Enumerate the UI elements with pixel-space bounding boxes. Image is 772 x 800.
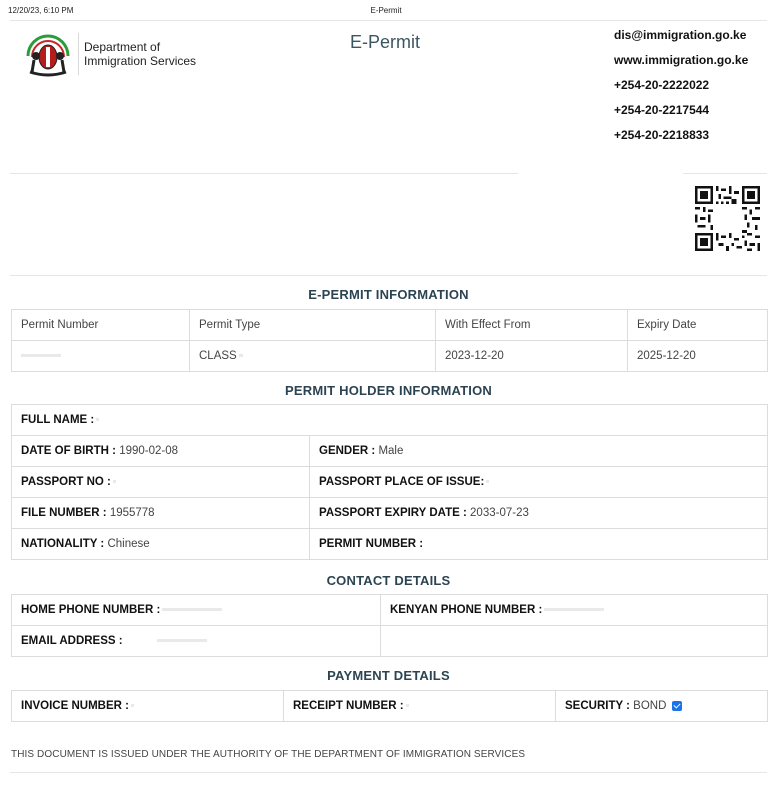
header-effect-from: With Effect From (436, 310, 628, 341)
file-number-cell (12, 498, 310, 529)
passport-expiry-value: 2033-07-23 (470, 507, 529, 519)
holder-section-title: PERMIT HOLDER INFORMATION (285, 383, 492, 398)
divider (683, 173, 767, 174)
receipt-label: RECEIPT NUMBER : (293, 700, 404, 712)
nationality-value: Chinese (107, 538, 150, 550)
permit-type-text: CLASS (199, 350, 237, 362)
authority-statement: THIS DOCUMENT IS ISSUED UNDER THE AUTHORITY OF THE DEPARTMENT OF IMMIGRATION SERVICES (11, 749, 526, 760)
table-row (12, 626, 768, 657)
email-label: EMAIL ADDRESS : (21, 635, 123, 647)
contact-email[interactable]: dis@immigration.go.ke (614, 28, 747, 42)
table-row (12, 529, 768, 560)
contact-section-title: CONTACT DETAILS (326, 573, 451, 588)
security-checkbox[interactable] (672, 701, 682, 711)
divider (10, 772, 767, 773)
file-number-value: 1955778 (109, 507, 155, 519)
permit-type-value (190, 341, 436, 372)
permit-number-cell (310, 529, 768, 560)
home-phone-label: HOME PHONE NUMBER : (21, 604, 161, 616)
holder-table (11, 404, 768, 560)
receipt-cell (284, 691, 556, 722)
kenyan-phone-cell (381, 595, 768, 626)
table-row (12, 341, 768, 372)
kenyan-phone-label: KENYAN PHONE NUMBER : (390, 604, 543, 616)
file-number-label: FILE NUMBER : (21, 507, 107, 519)
passport-label: PASSPORT NO : (21, 476, 111, 488)
divider (10, 20, 767, 21)
home-phone-cell (12, 595, 381, 626)
table-row (12, 310, 768, 341)
security-label: SECURITY : (565, 700, 630, 712)
passport-place-label: PASSPORT PLACE OF ISSUE: (319, 476, 485, 488)
passport-cell (12, 467, 310, 498)
passport-expiry-cell (310, 498, 768, 529)
document-title: E-Permit (349, 32, 420, 52)
table-row (12, 436, 768, 467)
header-permit-number: Permit Number (12, 310, 190, 341)
epermit-table (11, 309, 768, 372)
expiry-date-value: 2025-12-20 (628, 341, 768, 372)
gender-cell (310, 436, 768, 467)
department-name (84, 40, 196, 68)
table-row (12, 498, 768, 529)
print-title: E-Permit (370, 6, 402, 15)
dob-label: DATE OF BIRTH : (21, 445, 116, 457)
payment-section-title: PAYMENT DETAILS (327, 668, 450, 683)
print-date: 12/20/23, 6:10 PM (8, 6, 74, 15)
coat-of-arms-icon (22, 30, 74, 78)
dob-cell (12, 436, 310, 467)
permit-number-label: PERMIT NUMBER : (319, 538, 424, 550)
table-row (12, 405, 768, 436)
nationality-label: NATIONALITY : (21, 538, 105, 550)
nationality-cell (12, 529, 310, 560)
table-row (12, 467, 768, 498)
table-row (12, 595, 768, 626)
contact-phone-3: +254-20-2218833 (614, 128, 710, 142)
passport-expiry-label: PASSPORT EXPIRY DATE : (319, 507, 467, 519)
full-name-label: FULL NAME : (21, 414, 95, 426)
department-name-line2: Immigration Services (84, 54, 197, 68)
epermit-section-title: E-PERMIT INFORMATION (308, 287, 469, 302)
table-row (12, 691, 768, 722)
invoice-cell (12, 691, 284, 722)
department-logo (22, 30, 222, 78)
contact-phone-1: +254-20-2222022 (614, 78, 710, 92)
qr-code-icon (695, 186, 760, 251)
full-name-cell (12, 405, 768, 436)
gender-value: Male (378, 445, 404, 457)
payment-table (11, 690, 768, 722)
security-cell (556, 691, 768, 722)
department-name-line1: Department of (84, 40, 161, 54)
invoice-label: INVOICE NUMBER : (21, 700, 129, 712)
passport-place-cell (310, 467, 768, 498)
print-header (8, 6, 764, 18)
gender-label: GENDER : (319, 445, 376, 457)
dob-value: 1990-02-08 (119, 445, 179, 457)
divider (10, 275, 767, 276)
permit-number-value (12, 341, 190, 372)
logo-separator (78, 33, 79, 75)
email-cell (12, 626, 381, 657)
contact-info (614, 28, 748, 153)
header-permit-type: Permit Type (190, 310, 436, 341)
security-value: BOND (633, 700, 667, 712)
header-expiry-date: Expiry Date (628, 310, 768, 341)
contact-table (11, 594, 768, 657)
divider (10, 173, 518, 174)
contact-phone-2: +254-20-2217544 (614, 103, 710, 117)
effect-from-value: 2023-12-20 (436, 341, 628, 372)
contact-website[interactable]: www.immigration.go.ke (614, 53, 749, 67)
empty-cell (381, 626, 768, 657)
